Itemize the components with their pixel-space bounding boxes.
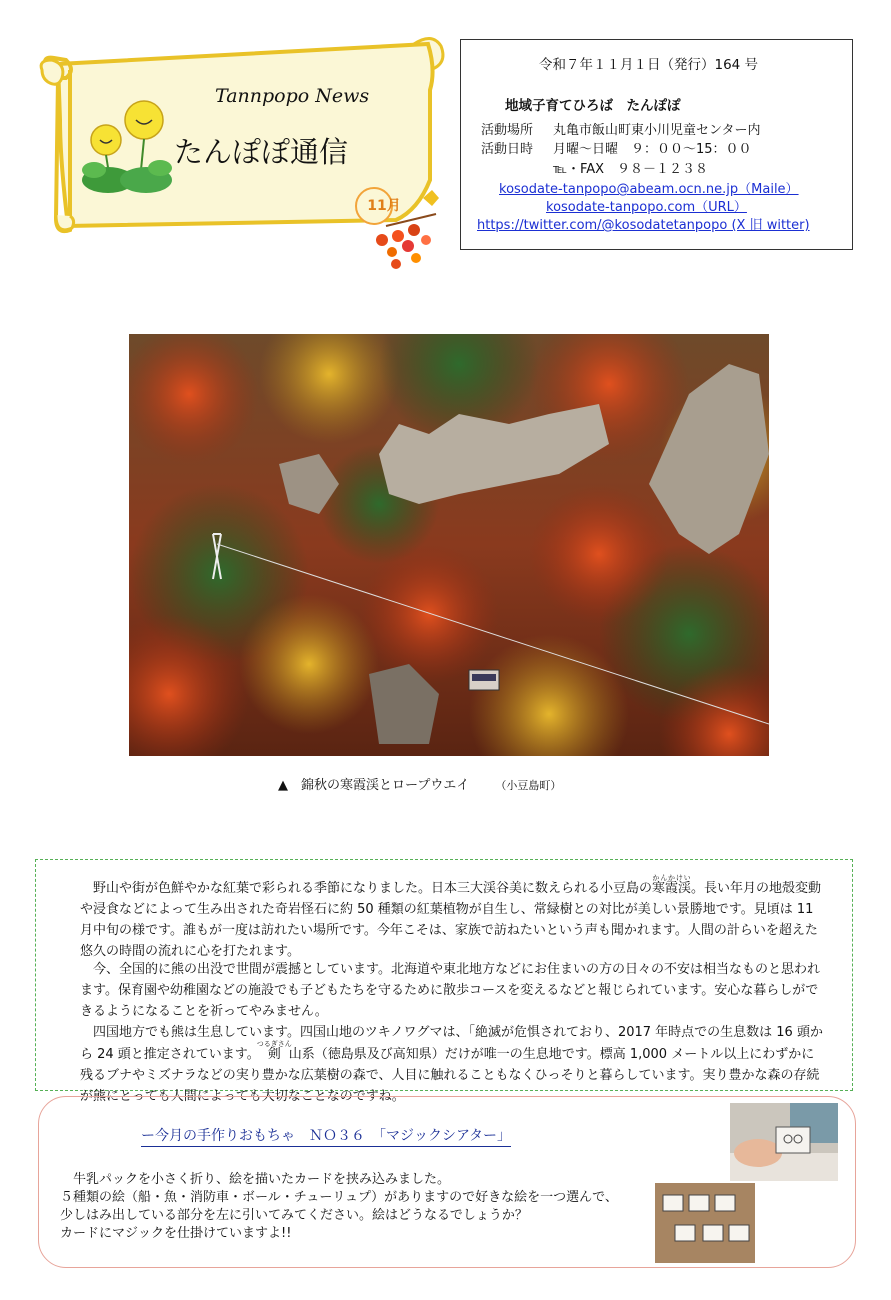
photo-caption [278, 774, 561, 793]
ruby-kankakei: 寒霞渓かんかけい [652, 874, 692, 896]
toy-text-line-3: 少しはみ出している部分を左に引いてみてください。絵はどうなるでしょうか？ [60, 1208, 528, 1223]
caption-main: ▲ 錦秋の寒霞渓とロープウエイ [278, 778, 470, 793]
article-paragraph-3: 四国地方でも熊は生息しています。四国山地のツキノワグマは、「絶滅が危惧されており、2017 年時点での生息数は 16 頭から 24 頭と推定されています。剣つるぎさん山系（徳島県及び高知県）だけが唯一の生息地です。標高 1,000 メートル以上にわずかに残るブナやミズナラなどの実り豊かな広葉樹の森で、人目に触れることもなくひっそりと暮らしています。実り豊かな森の存続が熊にとっても人間によっても大切なことなのですね。 [80, 1025, 823, 1104]
newsletter-title-jp: たんぽぽ通信 [174, 135, 349, 169]
twitter-link[interactable]: https://twitter.com/@kosodatetanpopo (X 旧 witter) [477, 218, 810, 233]
toy-photo-hand [730, 1103, 838, 1181]
toy-text-line-4: カードにマジックを仕掛けていますよ!! [60, 1226, 292, 1241]
ruby-tsurugi: 剣つるぎさん [256, 1040, 292, 1062]
month-badge: 11月 [367, 198, 401, 214]
toy-title: ー今月の手作りおもちゃ ＮＯ３６ 「マジックシアター」 [141, 1125, 511, 1147]
article-paragraph-1: 野山や街が色鮮やかな紅葉で彩られる季節になりました。日本三大渓谷美に数えられる小豆島の寒霞渓かんかけい。長い年月の地殻変動や浸食などによって生み出された奇岩怪石に約 50 種類の紅葉植物が自生し、常緑樹との対比が美しい景勝地です。見頃は 11 月中旬の様です。誰もが一度は訪れたい場所です。今年こそは、家族で訪ねたいという声も聞かれます。人間の計らいを超えた悠久の時間の流れに心を打たれます。 [80, 874, 822, 959]
newsletter-title-en: Tannpopo News [215, 85, 370, 107]
hours-value: 月曜～日曜 ９：００～15：００ [553, 142, 752, 157]
org-name: 地域子育てひろば たんぽぽ [505, 98, 681, 114]
place-value: 丸亀市飯山町東小川児童センター内 [553, 123, 761, 138]
caption-place: （小豆島町） [495, 779, 562, 792]
kankakei-gorge-photo [129, 334, 769, 756]
contact-info-box [460, 39, 853, 250]
hours-label: 活動日時 [481, 142, 534, 157]
email-link[interactable]: kosodate-tanpopo@abeam.ocn.ne.jp（Maile） [499, 182, 799, 197]
phone-fax: ℡・FAX ９８－１２３８ [553, 162, 709, 177]
toy-photo-cards [655, 1183, 755, 1263]
place-label: 活動場所 [481, 123, 534, 138]
article-paragraph-2: 今、全国的に熊の出没で世間が震撼としています。北海道や東北地方などにお住まいの方の日々の不安は相当なものと思われます。保育園や幼稚園などの施設でも子どもたちを守るために散歩コースを変えるなどと報じられています。安心な暮らしができるようになることを祈ってやみません。 [80, 962, 820, 1019]
toy-text-line-2: ５種類の絵（船・魚・消防車・ボール・チューリュプ）がありますので好きな絵を一つ選んで、 [60, 1190, 618, 1205]
toy-text-line-1: 牛乳パックを小さく折り、絵を描いたカードを挟み込みました。 [60, 1172, 451, 1187]
article-box [35, 859, 853, 1104]
issue-line: 令和７年１１月１日（発行）164 号 [539, 57, 759, 73]
website-link[interactable]: kosodate-tanpopo.com（URL） [546, 200, 747, 215]
